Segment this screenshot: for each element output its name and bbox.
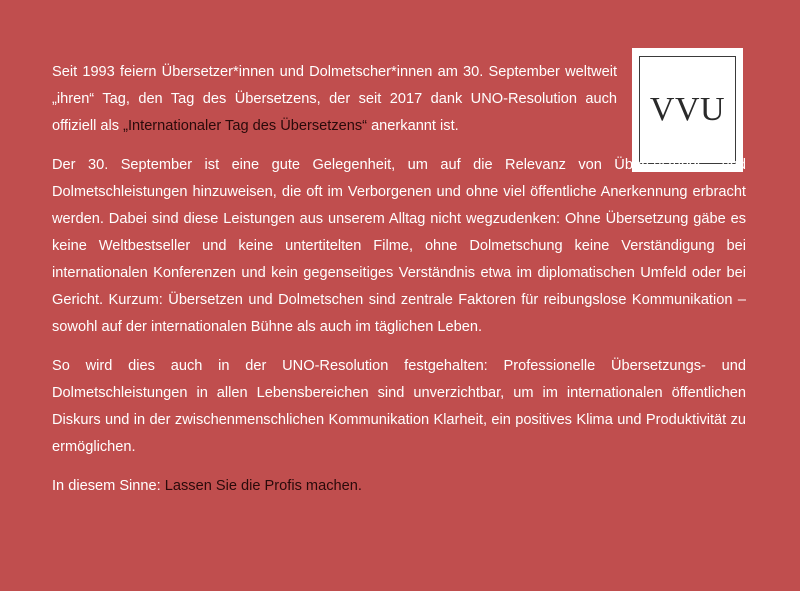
closing-text: In diesem Sinne: <box>52 478 165 494</box>
un-resolution-paragraph: So wird dies auch in der UNO-Resolution festgehalten: Professionelle Übersetzungs- und Dolmetschleistungen in allen Lebensbereichen sind unverzichtbar, um im internationalen öffentlichen Diskurs und in der zwischenmenschlichen Kommunikation Klarheit, ein positives Klima und Produktivität zu ermöglichen. <box>52 358 746 455</box>
intl-translation-day-link[interactable]: „Internationaler Tag des Übersetzens“ <box>123 118 368 134</box>
intro-text-start: Seit 1993 feiern Übersetzer*innen und Dolmetscher*innen am 30. September weltweit „ihren“ Tag, den Tag des Übersetzens, der seit 2017 dank UNO-Resolution auch offiziell als <box>52 64 617 134</box>
profis-link[interactable]: Lassen Sie die Profis machen. <box>164 478 362 494</box>
article-body <box>52 59 746 512</box>
closing-paragraph <box>52 473 746 500</box>
intro-paragraph <box>52 59 617 140</box>
intro-text-end: anerkannt ist. <box>367 118 459 134</box>
logo-text: VVU <box>649 91 726 128</box>
relevance-paragraph: Der 30. September ist eine gute Gelegenheit, um auf die Relevanz von Übersetzungs- und Dolmetschleistungen hinzuweisen, die oft im Verborgenen und ohne viel öffentliche Anerkennung erbracht werden. Dabei sind diese Leistungen aus unserem Alltag nicht wegzudenken: Ohne Übersetzung gäbe es keine Weltbestseller und keine untertitelten Filme, ohne Dolmetschung keine Verständigung bei internationalen Konferenzen und kein gegenseitiges Verständnis etwa im diplomatischen Umfeld oder bei Gericht. Kurzum: Übersetzen und Dolmetschen sind zentrale Faktoren für reibungslose Kommunikation – sowohl auf der internationalen Bühne als auch im täglichen Leben. <box>52 157 746 335</box>
